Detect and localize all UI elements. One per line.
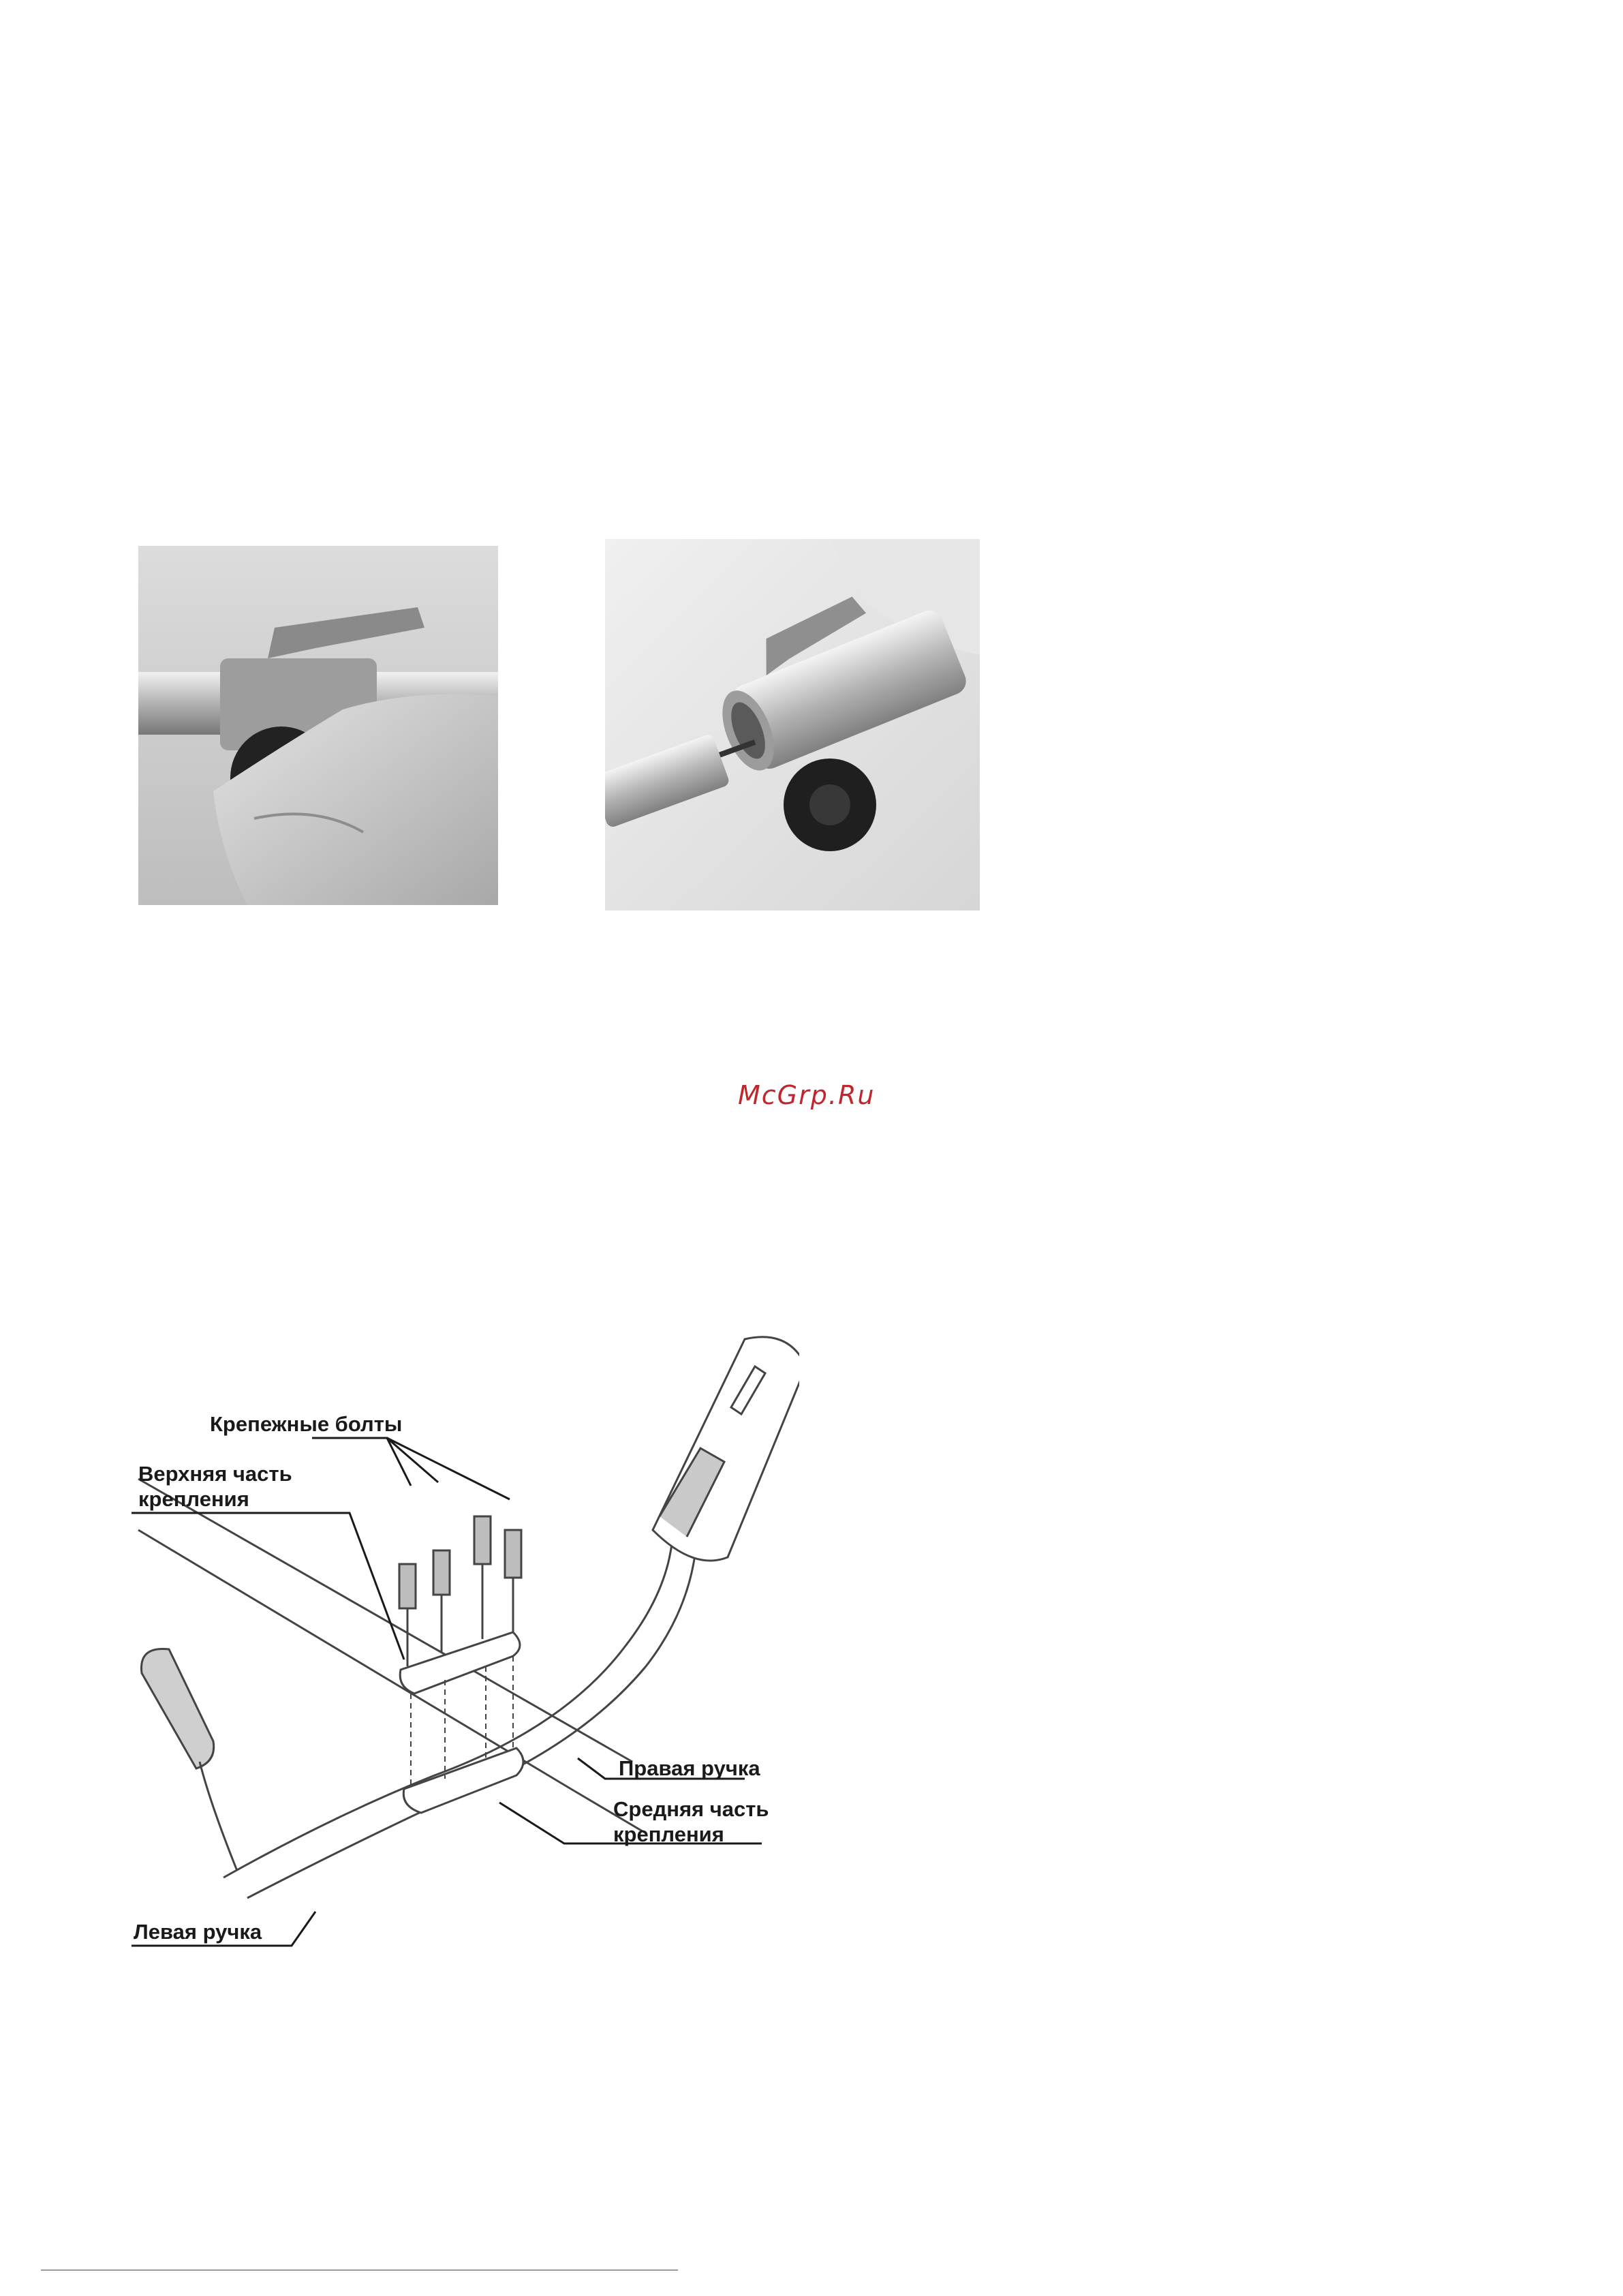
- coupling-locking-illustration: [138, 546, 498, 905]
- label-middle-mount-line1: Средняя часть: [613, 1797, 769, 1821]
- coupling-insertion-photo: [605, 539, 980, 910]
- label-right-handle: Правая ручка: [619, 1756, 760, 1780]
- label-middle-mount-line2: крепления: [613, 1822, 724, 1846]
- left-grip: [142, 1649, 214, 1769]
- label-left-handle: Левая ручка: [134, 1920, 262, 1944]
- label-upper-mount-line2: крепления: [138, 1487, 249, 1511]
- label-mounting-bolts: Крепежные болты: [210, 1412, 403, 1436]
- label-upper-mount-line1: Верхняя часть: [138, 1462, 292, 1486]
- footer-divider: [41, 2269, 678, 2271]
- upper-clamp-part: [400, 1632, 520, 1694]
- drive-shaft-outline: [138, 1479, 646, 1833]
- coupling-insertion-illustration: [605, 539, 980, 910]
- left-handle-tube: [200, 1762, 237, 1871]
- handle-assembly-drawing: [128, 1326, 799, 1973]
- watermark-text: McGrp.Ru: [738, 1080, 876, 1110]
- handle-assembly-diagram: [128, 1326, 799, 1973]
- coupling-locking-photo: [138, 546, 498, 905]
